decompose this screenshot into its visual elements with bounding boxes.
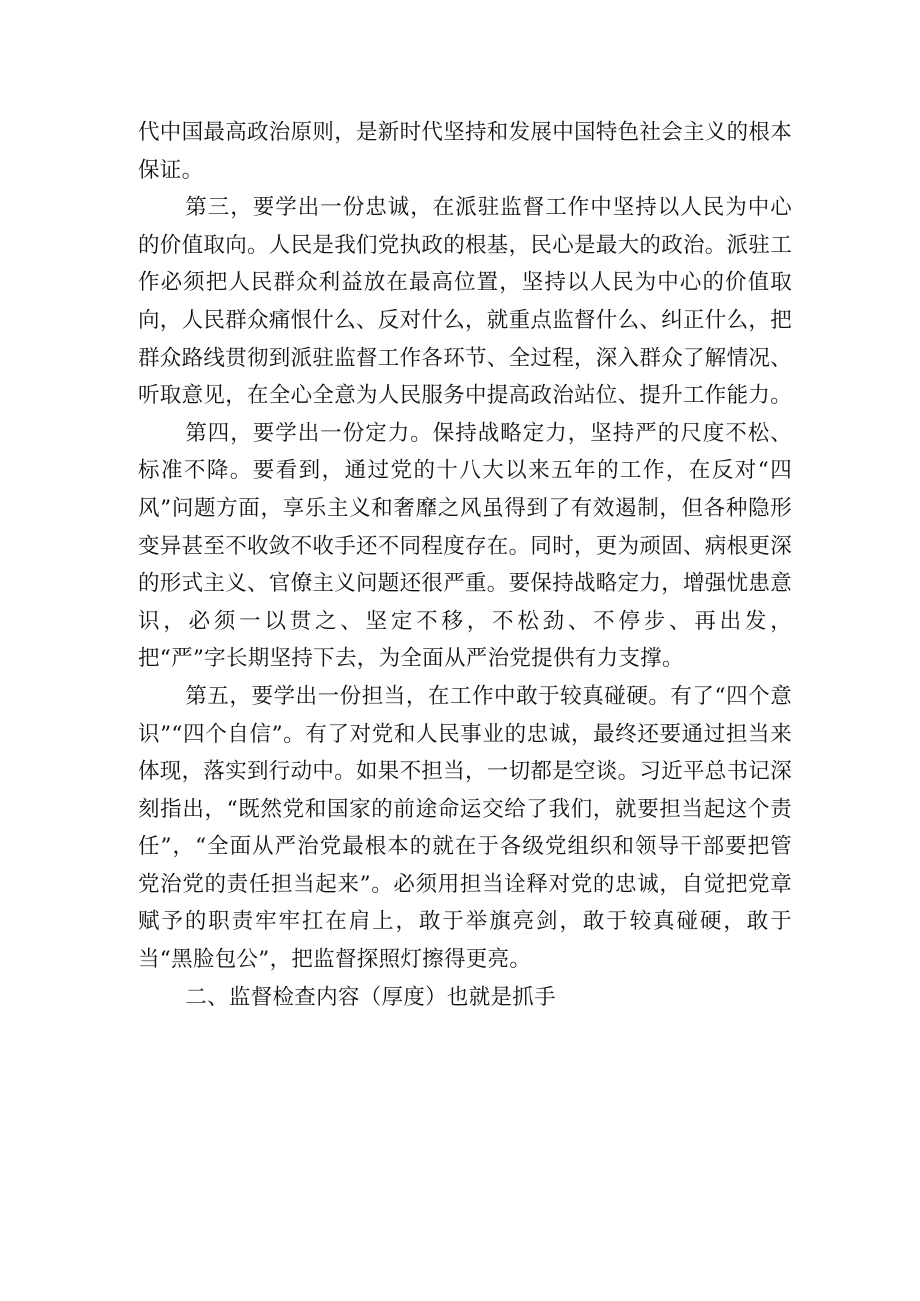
paragraph-continuation: 代中国最高政治原则，是新时代坚持和发展中国特色社会主义的根本保证。: [138, 120, 793, 183]
paragraph-third-point: 第三，要学出一份忠诚，在派驻监督工作中坚持以人民为中心的价值取向。人民是我们党执政的根基，民心是最大的政治。派驻工作必须把人民群众利益放在最高位置，坚持以人民为中心的价值取向，人民群众痛恨什么、反对什么，就重点监督什么、纠正什么，把群众路线贯彻到派驻监督工作各环节、全过程，深入群众了解情况、听取意见，在全心全意为人民服务中提高政治站位、提升工作能力。: [138, 195, 793, 409]
section-heading: 二、监督检查内容（厚度）也就是抓手: [185, 984, 556, 1010]
paragraph-fifth-point: 第五，要学出一份担当，在工作中敢于较真碰硬。有了“四个意识”“四个自信”。有了对党和人民事业的忠诚，最终还要通过担当来体现，落实到行动中。如果不担当，一切都是空谈。习近平总书记深刻指出，“既然党和国家的前途命运交给了我们，就要担当起这个责任”，“全面从严治党最根本的就在于各级党组织和领导干部要把管党治党的责任担当起来”。必须用担当诠释对党的忠诚，自觉把党章赋予的职责牢牢扛在肩上，敢于举旗亮剑，敢于较真碰硬，敢于当“黑脸包公”，把监督探照灯擦得更亮。: [138, 683, 793, 973]
paragraph-fourth-point: 第四，要学出一份定力。保持战略定力，坚持严的尺度不松、标准不降。要看到，通过党的十八大以来五年的工作，在反对“四风”问题方面，享乐主义和奢靡之风虽得到了有效遏制，但各种隐形变异甚至不收敛不收手还不同程度存在。同时，更为顽固、病根更深的形式主义、官僚主义问题还很严重。要保持战略定力，增强忧患意识，必须一以贯之、坚定不移，不松劲、不停步、再出发，把“严”字长期坚持下去，为全面从严治党提供有力支撑。: [138, 420, 793, 672]
document-body: [138, 114, 792, 1016]
